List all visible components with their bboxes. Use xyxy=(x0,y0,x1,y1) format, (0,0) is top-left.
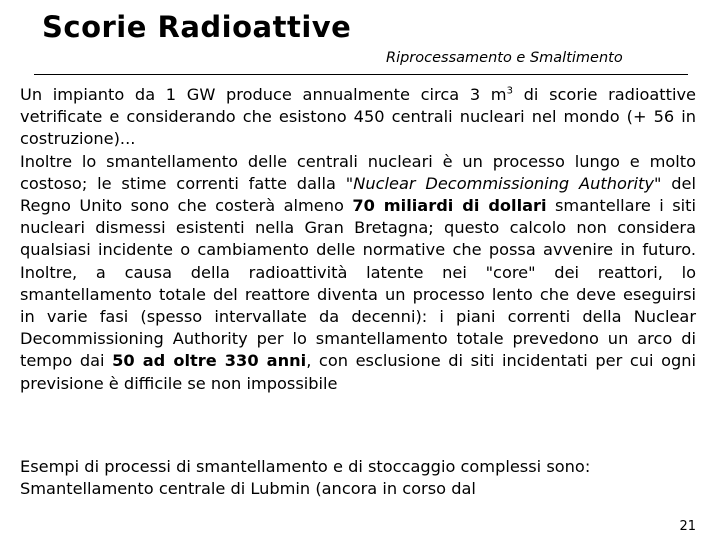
slide-subtitle: Riprocessamento e Smaltimento xyxy=(386,50,623,66)
title-divider xyxy=(34,74,688,75)
cost-highlight: 70 miliardi di dollari xyxy=(352,196,547,216)
paragraph-annual-waste xyxy=(20,84,696,151)
authority-name: Nuclear Decommissioning Authority xyxy=(353,173,654,193)
paragraph-text: smantellare i siti nucleari dismessi esistenti nella Gran Bretagna; questo calcolo non considera qualsiasi incidente o cambiamento delle normative che possa avvenire in futuro. Inoltre, a causa della radioattività latente nei "core" dei reattori, lo smantellamento totale del reattore diventa un processo lento che deve eseguirsi in varie fasi (spesso intervallate da decenni): i piani correnti della Nuclear Decommissioning Authority per lo smantellamento totale prevedono un arco di tempo dai xyxy=(20,196,696,371)
page-number: 21 xyxy=(679,519,696,534)
paragraph-text: di scorie radioattive vetrificate e considerando che esistono 450 centrali nucleari nel mondo (+ 56 in costruzione)... xyxy=(20,85,697,149)
superscript: 3 xyxy=(506,85,513,97)
examples-section xyxy=(20,456,696,500)
slide-title: Scorie Radioattive xyxy=(42,10,352,44)
examples-item: Smantellamento centrale di Lubmin (ancora in corso dal xyxy=(20,479,476,499)
paragraph-decommissioning xyxy=(20,151,696,395)
paragraph-text: " del Regno Unito sono che costerà almeno xyxy=(20,173,696,216)
paragraph-text: Un impianto da 1 GW produce annualmente circa 3 m xyxy=(20,85,507,104)
body-text xyxy=(20,84,696,395)
timespan-highlight: 50 ad oltre 330 anni xyxy=(112,351,307,371)
examples-intro: Esempi di processi di smantellamento e di stoccaggio complessi sono: xyxy=(20,457,591,476)
paragraph-text: , con esclusione di siti incidentati per cui ogni previsione è difficile se non impossibile xyxy=(20,351,697,393)
paragraph-text: Inoltre lo smantellamento delle centrali nucleari è un processo lungo e molto costoso; le stime correnti fatte dalla " xyxy=(20,151,696,193)
